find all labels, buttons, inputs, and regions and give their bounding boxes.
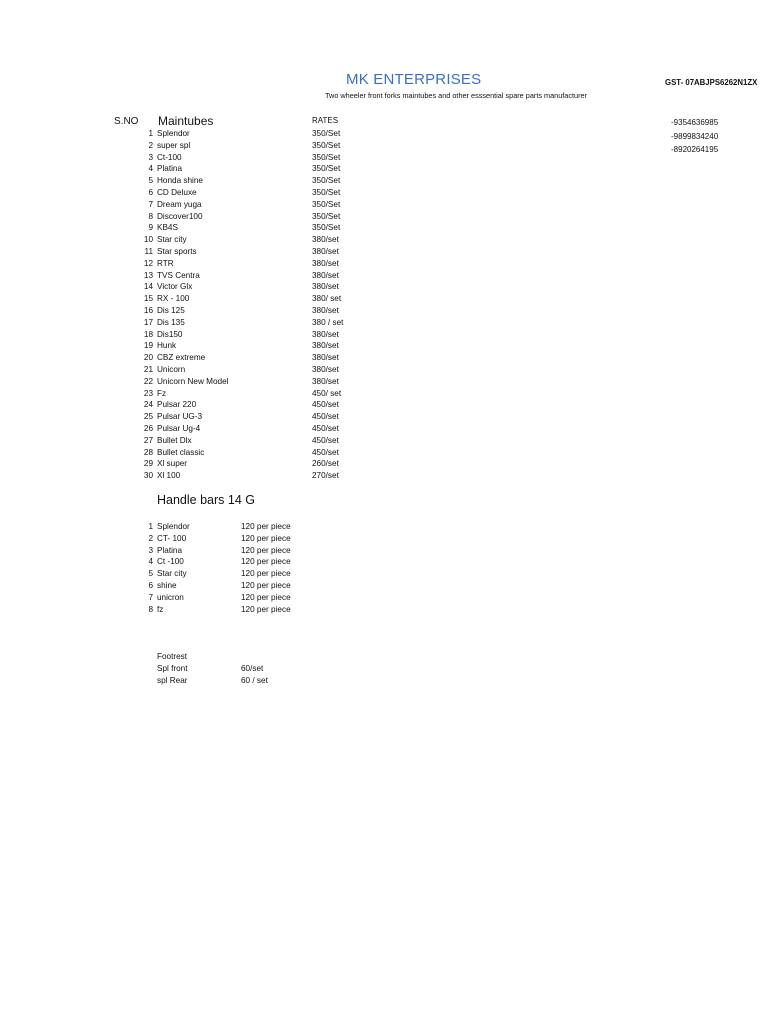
row-rate: 380/set	[312, 282, 339, 292]
row-model-name: Ct -100	[157, 557, 184, 567]
table-row	[0, 305, 768, 317]
row-rate: 380/set	[312, 329, 339, 339]
row-model-name: Xl 100	[157, 471, 181, 481]
table-row	[0, 175, 768, 187]
row-rate: 380/set	[312, 306, 339, 315]
row-rate: 380/ set	[312, 294, 342, 304]
row-rate: 350/Set	[312, 140, 341, 150]
row-model-name: CD Deluxe	[157, 188, 197, 197]
row-number: 16	[143, 306, 153, 315]
table-row	[0, 270, 768, 282]
table-row	[0, 140, 768, 152]
phone-number: -9354636985	[671, 118, 719, 127]
table-row	[0, 447, 768, 459]
row-number: 2	[148, 140, 153, 150]
row-number: 30	[143, 471, 153, 481]
row-number: 26	[143, 424, 153, 433]
row-rate: 450/set	[312, 424, 339, 433]
row-rate: 450/set	[312, 412, 339, 422]
row-model-name: Dis150	[157, 329, 183, 339]
table-row	[0, 222, 768, 234]
row-model-name: RX - 100	[157, 294, 190, 304]
table-row	[0, 211, 768, 223]
row-model-name: shine	[157, 581, 177, 590]
gst-number: GST- 07ABJPS6262N1ZX	[665, 78, 758, 87]
row-model-name: Hunk	[157, 341, 177, 351]
row-model-name: super spl	[157, 140, 191, 150]
table-row	[0, 470, 768, 482]
row-number: 8	[148, 211, 153, 221]
row-rate: 120 per piece	[241, 581, 291, 590]
row-number: 24	[143, 400, 153, 410]
row-rate: 60/set	[241, 664, 264, 673]
table-row	[0, 675, 768, 687]
row-rate: 350/Set	[312, 152, 341, 162]
row-model-name: KB4S	[157, 223, 178, 233]
table-row	[0, 199, 768, 211]
row-model-name: Splendor	[157, 522, 190, 531]
table-row	[0, 399, 768, 411]
table-row	[0, 604, 768, 616]
row-number: 5	[148, 176, 153, 186]
row-number: 6	[148, 188, 153, 197]
row-model-name: Honda shine	[157, 176, 203, 186]
rates-header: RATES	[312, 116, 339, 125]
table-row	[0, 592, 768, 604]
row-rate: 350/Set	[312, 199, 341, 209]
row-model-name: Bullet Dlx	[157, 435, 192, 445]
row-number: 27	[143, 435, 153, 445]
table-row	[0, 580, 768, 592]
maintubes-title: Maintubes	[158, 114, 214, 128]
table-row	[0, 556, 768, 568]
row-rate: 120 per piece	[241, 545, 291, 555]
table-row	[0, 293, 768, 305]
row-rate: 270/set	[312, 471, 339, 481]
table-row	[0, 352, 768, 364]
row-number: 11	[144, 247, 153, 256]
row-model-name: Spl front	[157, 664, 188, 673]
row-number: 18	[143, 329, 153, 339]
row-model-name: unicron	[157, 592, 184, 602]
table-row	[0, 435, 768, 447]
table-row	[0, 187, 768, 199]
table-row	[0, 663, 768, 675]
row-number: 28	[143, 447, 153, 457]
row-rate: 120 per piece	[241, 557, 291, 567]
row-number: 17	[143, 317, 153, 327]
row-model-name: Pulsar 220	[157, 400, 197, 410]
row-rate: 450/set	[312, 400, 339, 410]
row-number: 7	[148, 592, 153, 602]
row-rate: 350/Set	[312, 211, 341, 221]
table-row	[0, 128, 768, 140]
row-rate: 120 per piece	[241, 592, 291, 602]
table-row	[0, 376, 768, 388]
row-number: 23	[143, 388, 153, 398]
table-row	[0, 533, 768, 545]
row-number: 8	[148, 604, 153, 614]
row-number: 19	[143, 341, 153, 351]
row-model-name: Pulsar UG-3	[157, 412, 203, 422]
row-number: 14	[143, 282, 153, 292]
row-model-name: Star city	[157, 235, 187, 245]
table-row	[0, 281, 768, 293]
phone-number: -8920264195	[671, 145, 719, 154]
row-number: 9	[148, 223, 153, 233]
company-name: MK ENTERPRISES	[346, 71, 482, 88]
row-rate: 380/set	[312, 353, 339, 363]
row-rate: 380/set	[312, 235, 339, 245]
row-rate: 350/Set	[312, 176, 341, 186]
row-number: 22	[143, 376, 153, 386]
row-model-name: fz	[157, 604, 164, 614]
row-model-name: RTR	[157, 258, 174, 268]
row-model-name: Xl super	[157, 459, 188, 469]
row-number: 3	[148, 545, 153, 555]
footrest-title: Footrest	[157, 652, 188, 661]
row-rate: 60 / set	[241, 675, 268, 685]
row-number: 25	[143, 412, 153, 422]
row-number: 7	[148, 199, 153, 209]
row-number: 6	[148, 581, 153, 590]
table-row	[0, 246, 768, 258]
row-model-name: CT- 100	[157, 533, 187, 543]
table-row	[0, 234, 768, 246]
row-rate: 450/set	[312, 447, 339, 457]
row-number: 2	[148, 533, 153, 543]
table-row	[0, 329, 768, 341]
sno-header: S.NO	[114, 116, 139, 127]
handlebars-title: Handle bars 14 G	[157, 493, 255, 507]
row-number: 29	[143, 459, 153, 469]
row-rate: 350/Set	[312, 164, 341, 174]
row-model-name: Splendor	[157, 129, 190, 138]
row-number: 3	[148, 152, 153, 162]
company-tagline: Two wheeler front forks maintubes and other esssential spare parts manufacturer	[325, 91, 588, 100]
row-model-name: Discover100	[157, 211, 203, 221]
row-number: 4	[148, 557, 153, 567]
row-rate: 450/set	[312, 435, 339, 445]
row-number: 1	[148, 522, 153, 531]
table-row	[0, 568, 768, 580]
row-rate: 350/Set	[312, 223, 341, 233]
row-number: 5	[148, 569, 153, 579]
table-row	[0, 423, 768, 435]
table-row	[0, 340, 768, 352]
row-model-name: Unicorn New Model	[157, 376, 229, 386]
row-rate: 380/set	[312, 376, 339, 386]
row-rate: 380/set	[312, 247, 339, 256]
row-rate: 120 per piece	[241, 604, 291, 614]
phone-number: -9899834240	[671, 131, 719, 141]
row-model-name: Unicorn	[157, 365, 186, 374]
table-row	[0, 163, 768, 175]
row-rate: 380/set	[312, 365, 339, 374]
row-rate: 120 per piece	[241, 569, 291, 579]
table-row	[0, 258, 768, 270]
table-row	[0, 545, 768, 557]
table-row	[0, 364, 768, 376]
row-model-name: Dis 125	[157, 306, 185, 315]
row-model-name: Star sports	[157, 247, 197, 256]
row-model-name: Victor Glx	[157, 282, 193, 292]
row-rate: 380 / set	[312, 317, 344, 327]
row-rate: 380/set	[312, 258, 339, 268]
row-rate: 350/Set	[312, 129, 341, 138]
row-number: 13	[143, 270, 153, 280]
row-number: 15	[143, 294, 153, 304]
row-model-name: CBZ extreme	[157, 353, 206, 363]
table-row	[0, 388, 768, 400]
row-rate: 120 per piece	[241, 533, 291, 543]
table-row	[0, 521, 768, 533]
row-number: 21	[143, 365, 153, 374]
row-rate: 260/set	[312, 459, 339, 469]
row-number: 1	[148, 129, 153, 138]
table-row	[0, 458, 768, 470]
table-row	[0, 411, 768, 423]
row-rate: 450/ set	[312, 388, 342, 398]
row-number: 4	[148, 164, 153, 174]
row-number: 12	[143, 258, 153, 268]
row-number: 10	[143, 235, 153, 245]
row-rate: 380/set	[312, 270, 339, 280]
row-model-name: TVS Centra	[157, 270, 200, 280]
row-model-name: Pulsar Ug-4	[157, 424, 201, 433]
row-rate: 380/set	[312, 341, 339, 351]
row-model-name: Platina	[157, 164, 183, 174]
row-model-name: spl Rear	[157, 675, 188, 685]
row-number: 20	[143, 353, 153, 363]
row-model-name: Dis 135	[157, 317, 185, 327]
row-rate: 120 per piece	[241, 522, 291, 531]
row-model-name: Dream yuga	[157, 199, 202, 209]
row-rate: 350/Set	[312, 188, 341, 197]
row-model-name: Bullet classic	[157, 447, 205, 457]
row-model-name: Ct-100	[157, 152, 182, 162]
row-model-name: Platina	[157, 545, 183, 555]
row-model-name: Fz	[157, 388, 167, 398]
table-row	[0, 152, 768, 164]
table-row	[0, 317, 768, 329]
row-model-name: Star city	[157, 569, 187, 579]
